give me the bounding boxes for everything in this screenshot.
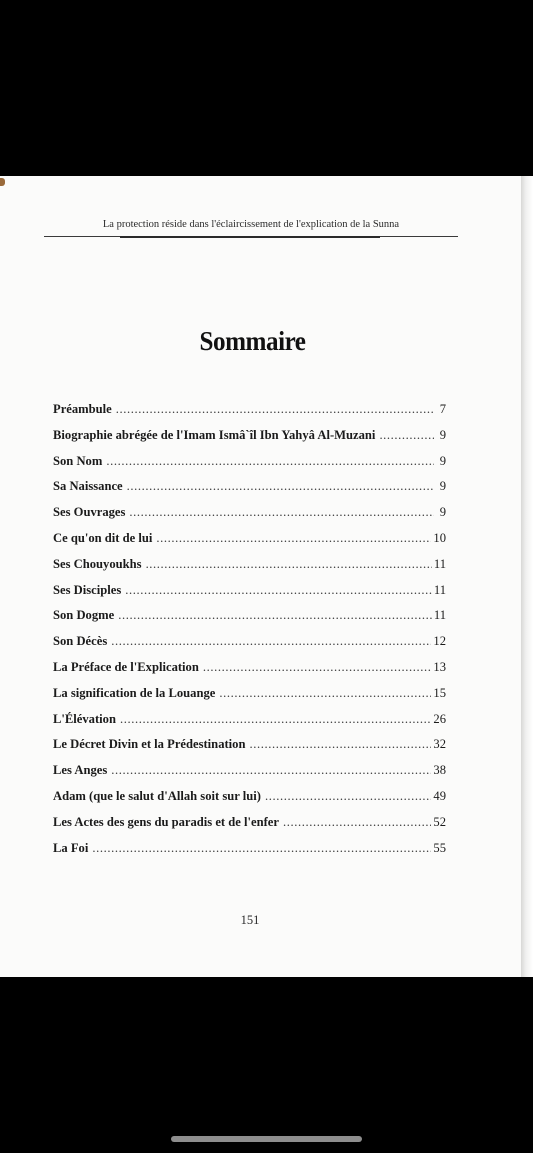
toc-entry <box>53 815 446 841</box>
toc-entry-page: 12 <box>433 634 446 649</box>
toc-entry-label: La signification de la Louange <box>53 685 216 700</box>
dot-leader <box>203 660 432 675</box>
toc-entry-label: Ses Chouyoukhs <box>53 556 142 571</box>
dot-leader <box>116 402 434 417</box>
toc-entry-label: Ses Ouvrages <box>53 505 126 520</box>
toc-entry <box>53 402 446 428</box>
toc-entry-page: 11 <box>433 582 446 597</box>
toc-entry-page: 10 <box>433 530 446 545</box>
toc-entry <box>53 763 446 789</box>
bottom-black-band <box>0 977 533 1153</box>
toc-entry <box>53 583 446 609</box>
toc-entry <box>53 841 446 867</box>
toc-entry <box>53 479 446 505</box>
toc-entry-page: 13 <box>433 659 446 674</box>
dot-leader <box>120 712 431 727</box>
page-number: 151 <box>240 913 260 927</box>
toc-entry-page: 15 <box>433 685 446 700</box>
toc-entry-label: Ce qu'on dit de lui <box>53 530 153 545</box>
toc-entry-label: Ses Disciples <box>53 582 122 597</box>
toc-entry-label: Le Décret Divin et la Prédestination <box>53 737 246 752</box>
toc-entry-label: Son Nom <box>53 453 103 468</box>
dot-leader <box>125 583 432 598</box>
dot-leader <box>118 608 432 623</box>
dot-leader <box>146 557 432 572</box>
dot-leader <box>283 815 431 830</box>
dot-leader <box>156 531 431 546</box>
top-black-band <box>0 0 533 176</box>
toc-entry-label: Les Anges <box>53 763 108 778</box>
toc-entry-label: Son Décès <box>53 634 108 649</box>
toc-entry-label: Adam (que le salut d'Allah soit sur lui) <box>53 788 261 803</box>
table-of-contents <box>53 402 446 866</box>
toc-entry <box>53 737 446 763</box>
toc-entry <box>53 428 446 454</box>
toc-entry-page: 9 <box>439 427 446 442</box>
page-corner-mark <box>0 178 5 186</box>
toc-entry-page: 7 <box>439 402 446 416</box>
dot-leader <box>127 479 434 494</box>
dot-leader <box>111 634 431 649</box>
toc-entry <box>53 686 446 712</box>
toc-entry <box>53 505 446 531</box>
toc-entry-page: 52 <box>433 814 446 829</box>
dot-leader <box>219 686 431 701</box>
toc-entry <box>53 608 446 634</box>
dot-leader <box>265 789 431 804</box>
toc-entry-page: 11 <box>433 608 446 623</box>
toc-entry <box>53 531 446 557</box>
dot-leader <box>92 841 431 856</box>
toc-entry-label: La Foi <box>53 840 89 855</box>
toc-entry-page: 55 <box>433 840 446 855</box>
page-title: Sommaire <box>199 326 306 356</box>
toc-entry-page: 11 <box>433 556 446 571</box>
page-edge-shadow <box>521 176 533 977</box>
toc-entry-label: Les Actes des gens du paradis et de l'enfer <box>53 814 279 829</box>
toc-entry-page: 32 <box>433 737 446 752</box>
dot-leader <box>379 428 434 443</box>
toc-entry-label: Sa Naissance <box>53 479 123 494</box>
toc-entry-page: 9 <box>439 453 446 468</box>
home-indicator-bar[interactable] <box>171 1136 362 1142</box>
toc-entry-page: 38 <box>433 763 446 778</box>
toc-entry-label: Préambule <box>53 402 112 416</box>
toc-entry-label: L'Élévation <box>53 711 116 726</box>
toc-entry <box>53 634 446 660</box>
toc-entry-label: Son Dogme <box>53 608 115 623</box>
toc-entry-page: 9 <box>439 479 446 494</box>
toc-entry <box>53 712 446 738</box>
dot-leader <box>111 763 431 778</box>
toc-entry <box>53 789 446 815</box>
dot-leader <box>129 505 434 520</box>
dot-leader <box>249 737 431 752</box>
dot-leader <box>106 454 434 469</box>
toc-entry-page: 26 <box>433 711 446 726</box>
header-rule-swell <box>120 236 380 238</box>
toc-entry <box>53 454 446 480</box>
toc-entry-label: Biographie abrégée de l'Imam Ismâ`îl Ibn Yahyâ Al-Muzani <box>53 427 376 442</box>
toc-entry-page: 49 <box>433 788 446 803</box>
toc-entry-page: 9 <box>439 505 446 520</box>
running-header: La protection réside dans l'éclaircissement de l'explication de la Sunna <box>102 219 400 230</box>
toc-entry <box>53 660 446 686</box>
toc-entry-label: La Préface de l'Explication <box>53 659 199 674</box>
toc-entry <box>53 557 446 583</box>
